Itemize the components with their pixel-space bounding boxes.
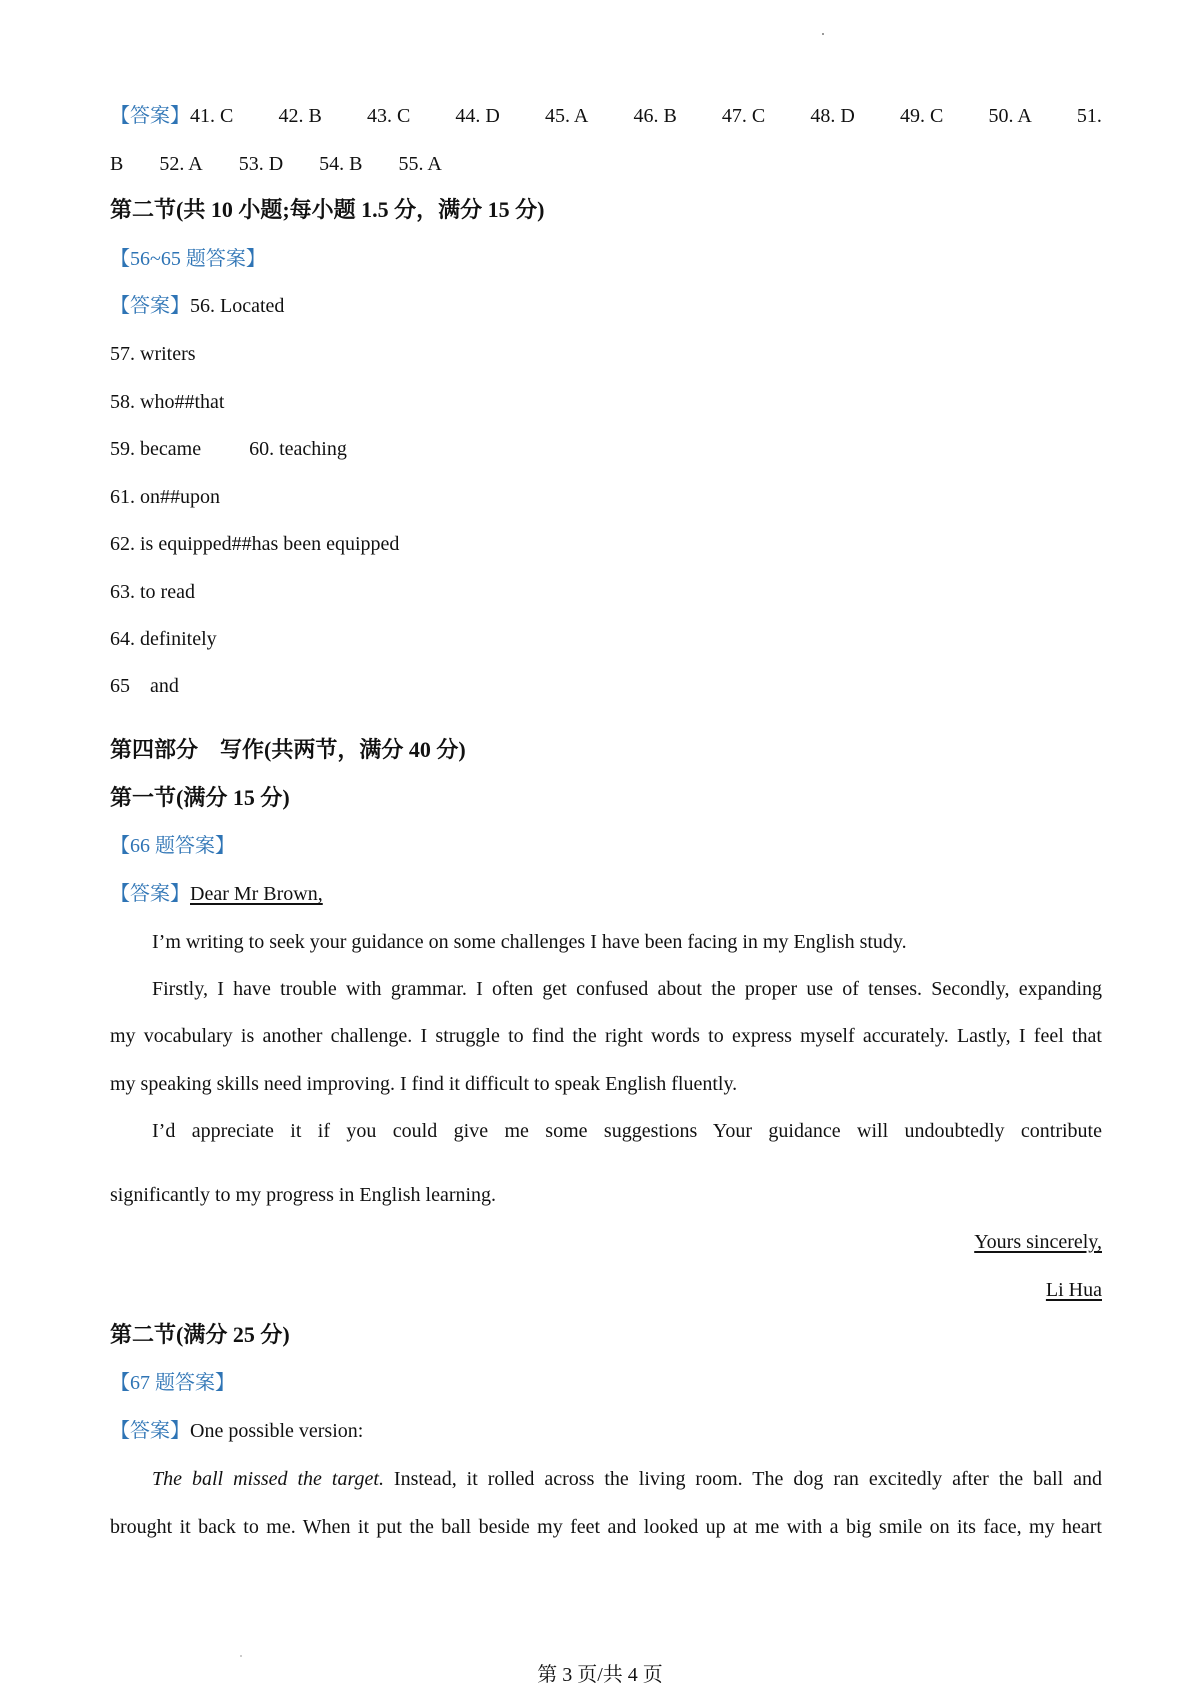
mc-answer: 51. — [1076, 105, 1102, 127]
letter-paragraph-3-line-1: I’d appreciate it if you could give me some suggestions Your guidance will undoubtedly contribute — [152, 1120, 1102, 1142]
mc-answer: 45. A — [544, 105, 589, 127]
scan-speck — [822, 33, 824, 35]
letter-signature: Li Hua — [1045, 1279, 1102, 1301]
letter-salutation: 【答案】Dear Mr Brown, — [110, 883, 323, 905]
mc-answer: 43. C — [366, 105, 411, 127]
mc-answer: 49. C — [899, 105, 944, 127]
answer-58: 58. who##that — [110, 391, 225, 413]
answer-59-60: 59. became 60. teaching — [110, 438, 347, 460]
answer-62: 62. is equipped##has been equipped — [110, 533, 400, 555]
mc-answer: 42. B — [278, 105, 322, 127]
part4-section2-heading: 第二节(满分 25 分) — [110, 1322, 290, 1347]
mc-answers-row-2: B 52. A 53. D 54. B 55. A — [110, 153, 442, 175]
story-line-1: The ball missed the target. Instead, it rolled across the living room. The dog ran excitedly after the ball and — [152, 1468, 1102, 1490]
mc-answers-row-1 — [110, 103, 1102, 129]
mc-answer: 46. B — [633, 105, 677, 127]
section2-heading: 第二节(共 10 小题;每小题 1.5 分，满分 15 分) — [110, 197, 545, 222]
q66-tag: 【66 题答案】 — [110, 835, 235, 857]
answer-64: 64. definitely — [110, 628, 217, 650]
part4-heading: 第四部分 写作(共两节，满分 40 分) — [110, 737, 466, 762]
mc-answer: 50. A — [988, 105, 1032, 127]
letter-paragraph-2-line-1: Firstly, I have trouble with grammar. I often get confused about the proper use of tenses. Secondly, expanding — [152, 978, 1102, 1000]
page-footer: 第 3 页/共 4 页 — [537, 1664, 663, 1686]
answer-63: 63. to read — [110, 581, 195, 603]
story-version-label: 【答案】One possible version: — [110, 1420, 364, 1442]
letter-paragraph-2-line-2: my vocabulary is another challenge. I struggle to find the right words to express myself accurately. Lastly, I feel that — [110, 1025, 1102, 1047]
letter-paragraph-1: I’m writing to seek your guidance on some challenges I have been facing in my English study. — [152, 931, 907, 953]
mc-answer: 44. D — [455, 105, 500, 127]
story-line-2: brought it back to me. When it put the ball beside my feet and looked up at me with a big smile on its face, my heart — [110, 1516, 1102, 1538]
q56-65-tag: 【56~65 题答案】 — [110, 248, 266, 270]
q67-tag: 【67 题答案】 — [110, 1372, 235, 1394]
answer-56: 【答案】56. Located — [110, 295, 285, 317]
answer-57: 57. writers — [110, 343, 196, 365]
scan-speck — [240, 1655, 242, 1657]
letter-paragraph-2-line-3: my speaking skills need improving. I find it difficult to speak English fluently. — [110, 1073, 738, 1095]
letter-paragraph-3-line-2: significantly to my progress in English learning. — [110, 1184, 497, 1206]
answer-61: 61. on##upon — [110, 486, 220, 508]
mc-answer: 【答案】41. C — [110, 105, 234, 127]
part4-section1-heading: 第一节(满分 15 分) — [110, 785, 290, 810]
answer-tag: 【答案】 — [110, 105, 190, 127]
mc-answer: 47. C — [721, 105, 766, 127]
answer-65: 65 and — [110, 675, 179, 697]
letter-closing: Yours sincerely, — [974, 1231, 1102, 1253]
mc-answer: 48. D — [810, 105, 855, 127]
